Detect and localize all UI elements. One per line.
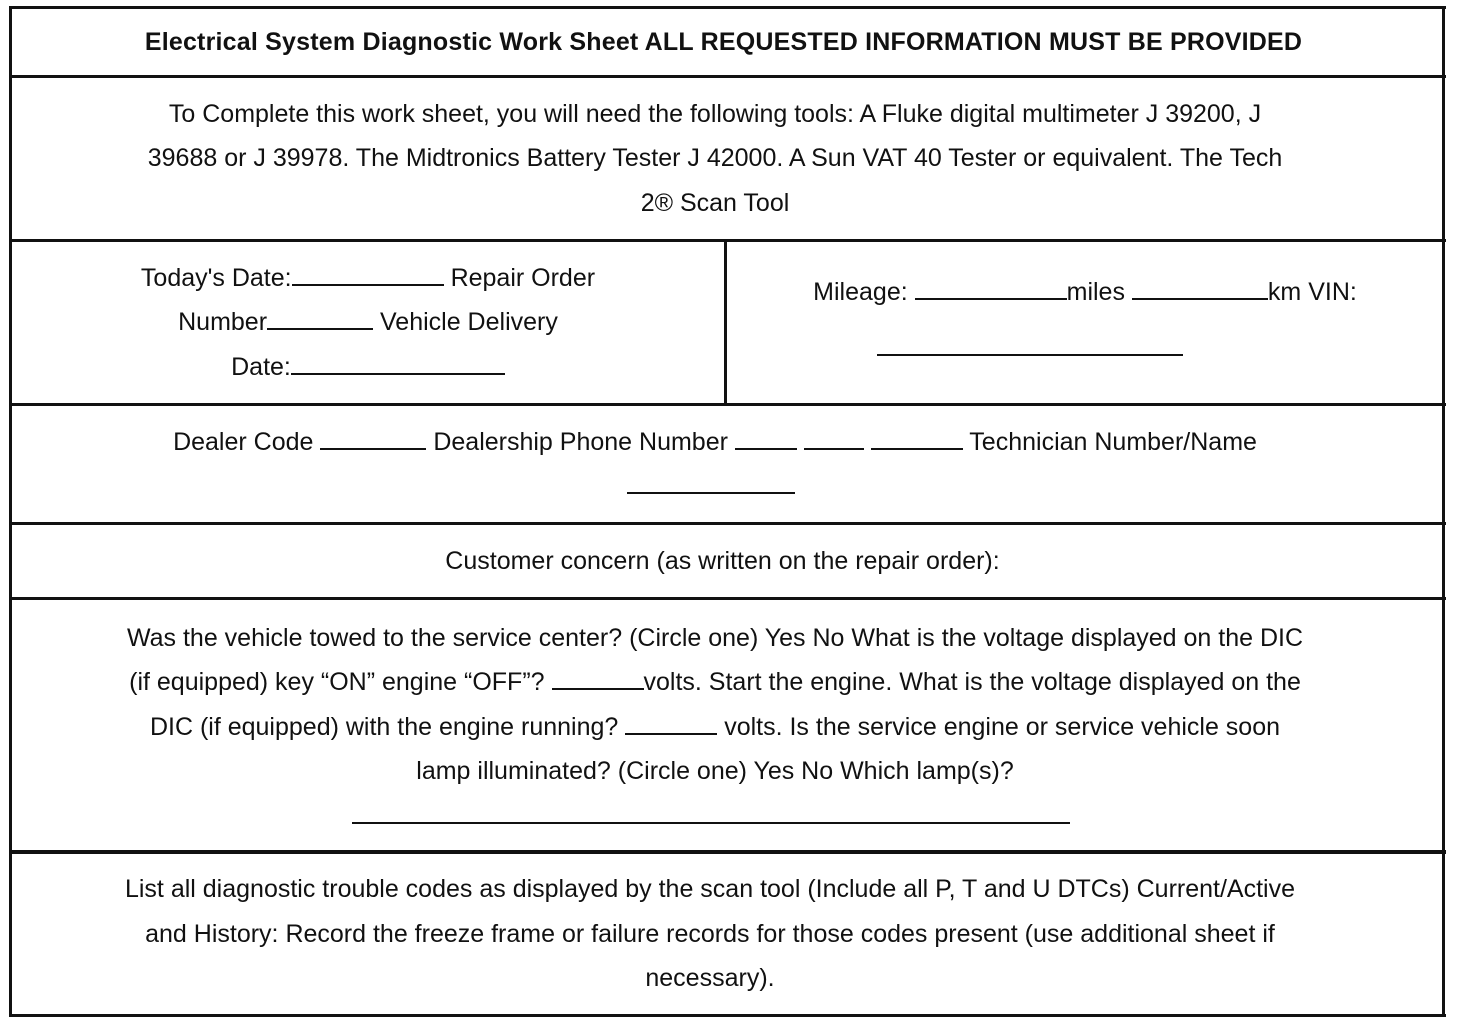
repair-order-number-field[interactable] — [267, 306, 373, 330]
dealership-phone-label: Dealership Phone Number — [433, 427, 728, 456]
border-bottom — [9, 1014, 1446, 1017]
engine-running-volts-field[interactable] — [625, 711, 717, 735]
date-label: Date: — [231, 352, 291, 381]
number-label: Number — [178, 308, 268, 337]
voltage-line-3a: DIC (if equipped) with the engine running? — [149, 712, 626, 741]
dealer-code-label: Dealer Code — [173, 427, 314, 456]
dtc-text — [125, 867, 1295, 1001]
voltage-line-1: Was the vehicle towed to the service center? (Circle one) Yes No What is the voltage displayed on the DIC — [126, 623, 1304, 652]
order-info-text — [141, 256, 595, 390]
customer-concern-label: Customer concern (as written on the repair order): — [445, 546, 1000, 575]
lamps-field[interactable] — [352, 796, 1070, 824]
phone-area-field[interactable] — [735, 426, 797, 450]
todays-date-field[interactable] — [292, 262, 444, 286]
tools-line-2: 39688 or J 39978. The Midtronics Battery Tester J 42000. A Sun VAT 40 Tester or equivalent. The Tech — [147, 144, 1283, 173]
voltage-questions-row — [12, 600, 1443, 850]
technician-label: Technician Number/Name — [969, 427, 1257, 456]
vin-field[interactable] — [877, 324, 1183, 356]
dealer-info-text — [173, 420, 1257, 509]
dtc-line-2: and History: Record the freeze frame or failure records for those codes present (use additional sheet if — [145, 919, 1275, 948]
todays-date-label: Today's Date: — [140, 263, 292, 292]
vehicle-info-cell — [727, 242, 1443, 403]
technician-field[interactable] — [627, 464, 795, 494]
dealer-code-field[interactable] — [320, 426, 426, 450]
miles-label: miles — [1066, 277, 1125, 306]
delivery-date-field[interactable] — [291, 351, 505, 375]
phone-line-field[interactable] — [871, 426, 963, 450]
voltage-line-4: lamp illuminated? (Circle one) Yes No Which lamp(s)? — [416, 757, 1014, 786]
dtc-line-1: List all diagnostic trouble codes as displayed by the scan tool (Include all P, T and U DTCs) Current/Active — [124, 875, 1296, 904]
voltage-line-2a: (if equipped) key “ON” engine “OFF”? — [129, 668, 552, 697]
vehicle-info-text — [813, 264, 1357, 376]
phone-prefix-field[interactable] — [804, 426, 864, 450]
order-info-cell — [12, 242, 724, 403]
km-field[interactable] — [1132, 276, 1268, 300]
voltage-line-2b: volts. Start the engine. What is the voltage displayed on the — [643, 668, 1301, 697]
km-vin-label: km VIN: — [1267, 277, 1357, 306]
header-row — [12, 9, 1443, 75]
miles-field[interactable] — [915, 276, 1067, 300]
voltage-questions-text — [127, 616, 1303, 839]
dtc-section-row — [12, 854, 1443, 1014]
dtc-line-3: necessary). — [645, 964, 775, 993]
tools-line-3: 2® Scan Tool — [640, 188, 790, 217]
dealer-info-row — [12, 406, 1443, 522]
mileage-label: Mileage: — [813, 277, 908, 306]
vehicle-delivery-label: Vehicle Delivery — [380, 308, 558, 337]
tools-line-1: To Complete this work sheet, you will need the following tools: A Fluke digital multimeter J 39200, J — [168, 99, 1262, 128]
customer-concern-row — [12, 525, 1443, 597]
voltage-line-3b: volts. Is the service engine or service vehicle soon — [717, 712, 1281, 741]
tools-text — [148, 92, 1283, 226]
repair-order-label: Repair Order — [450, 263, 596, 292]
tools-row — [12, 78, 1443, 239]
page-title: Electrical System Diagnostic Work Sheet ALL REQUESTED INFORMATION MUST BE PROVIDED — [144, 27, 1303, 56]
key-on-volts-field[interactable] — [552, 666, 644, 690]
